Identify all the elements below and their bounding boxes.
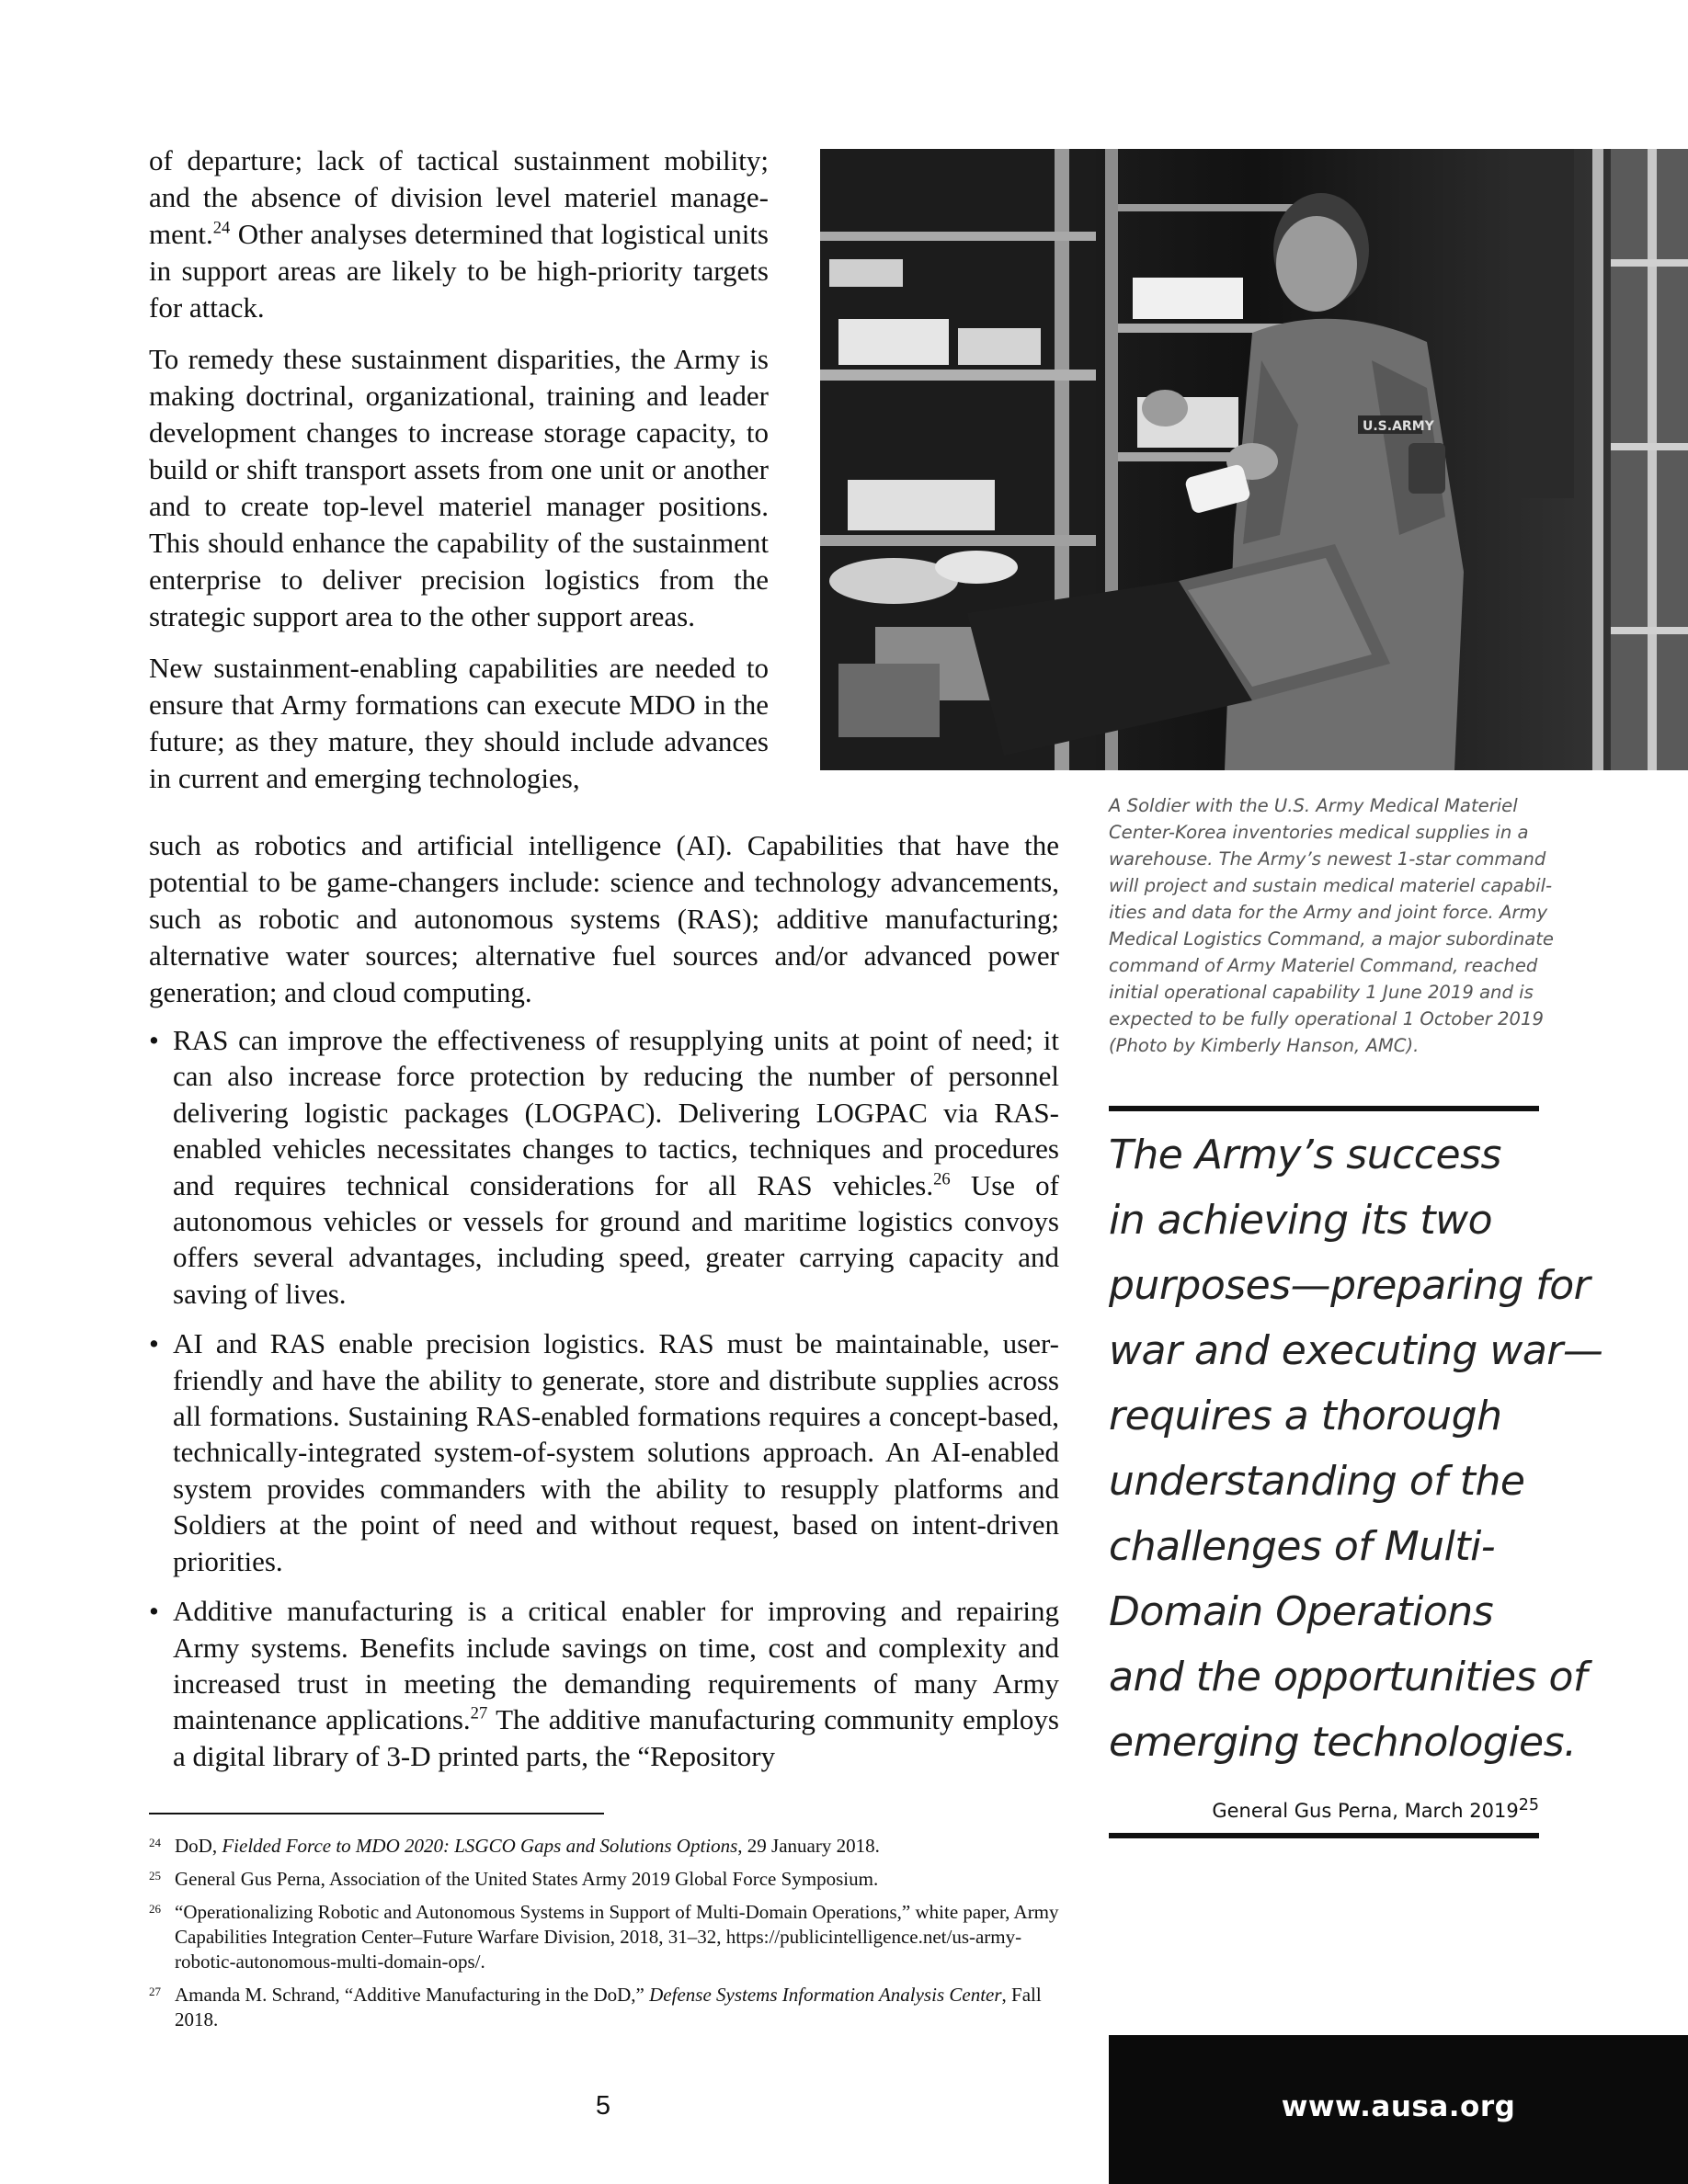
pullquote-attribution: General Gus Perna, March 2019$^{25}$ bbox=[1212, 1796, 1539, 1822]
pullquote-line: The Army’s success bbox=[1109, 1132, 1501, 1178]
body-paragraph-3-continued: such as robotics and artificial intelligence (AI). Capabilities that have the potential to be game-changers include: science and technology advancements, such as robotic and autonomous systems (RAS); additive manufacturing; alternative water sources; alternative fuel sources and/or advanced power generation; and cloud computing. bbox=[149, 829, 1059, 1008]
pullquote-line: requires a thorough bbox=[1109, 1393, 1502, 1439]
body-column-narrow bbox=[149, 142, 769, 812]
body-paragraph-2: To remedy these sustainment disparities, the Army is making doctrinal, organizational, training and leader development changes to increase storage capacity, to build or shift transport assets from one unit or another and to create top-level materiel manager positions. This should enhance the capability of the sustainment enterprise to deliver precision logistics from the strategic support area to the other support areas. bbox=[149, 343, 769, 632]
photo-caption: A Soldier with the U.S. Army Medical Materiel Center-Korea inventories medical supplies in a warehouse. The Army’s newest 1-star command will project and sustain medical materiel capabilities and data for the Army and joint force. Army Medical Logistics Command, a major subordinate command of Army Materiel Command, reached initial operational capability 1 June 2019 and is expected to be fully operational 1 October 2019 (Photo by Kimberly Hanson, AMC). bbox=[1109, 795, 1554, 1056]
photo-illustration bbox=[820, 149, 1688, 770]
pullquote-rule-top bbox=[1109, 1106, 1539, 1111]
footnote-number: 25 bbox=[149, 1869, 161, 1883]
pullquote-line: emerging technologies. bbox=[1109, 1719, 1577, 1766]
footnotes bbox=[149, 1834, 1068, 2041]
bullet-marker: • bbox=[149, 1595, 159, 1628]
pullquote bbox=[1109, 1122, 1603, 1775]
pullquote-line: Domain Operations bbox=[1109, 1588, 1494, 1635]
footnote-ref-25[interactable]: 25 bbox=[1518, 1796, 1539, 1814]
pullquote-line: purposes—preparing for bbox=[1109, 1262, 1591, 1309]
footer-bar bbox=[1109, 2035, 1688, 2184]
footnote-25: 25 General Gus Perna, Association of the United States Army 2019 Global Force Symposium. bbox=[149, 1867, 1068, 1892]
footnote-number: 27 bbox=[149, 1985, 161, 1998]
footnote-ref-26[interactable]: 26 bbox=[933, 1169, 951, 1189]
pullquote-line: in achieving its two bbox=[1109, 1197, 1493, 1244]
pullquote-line: understanding of the bbox=[1109, 1458, 1525, 1505]
bullet-item-additive-manufacturing: • Additive manufacturing is a critical enabler for improving and repairing Army systems. Benefits include savings on time, cost and complexity and increased trust in meeting the demanding requirements of many Army maintenance applications.$^{27}$ The additive manufacturing community employs a digital library of 3-D printed parts, the “Repository bbox=[149, 1595, 1060, 1772]
bullet-marker: • bbox=[149, 1327, 159, 1360]
footnote-24: 24 DoD, Fielded Force to MDO 2020: LSGCO Gaps and Solutions Options, 29 January 2018. bbox=[149, 1834, 1068, 1859]
pullquote-line: war and executing war— bbox=[1109, 1327, 1603, 1374]
footnote-number: 26 bbox=[149, 1902, 161, 1916]
footnote-divider bbox=[149, 1813, 604, 1814]
pullquote-line: challenges of Multi- bbox=[1109, 1523, 1496, 1570]
page-number: 5 bbox=[595, 2091, 611, 2121]
body-paragraph-1: of departure; lack of tactical sustainment mobility; and the absence of division level materiel management.$^{24}$ Other analyses determined that logistical units in support areas are likely to be high-priority targets for attack. bbox=[149, 144, 769, 324]
body-paragraph-3-start: New sustainment-enabling capabilities are needed to ensure that Army formations can execute MDO in the future; as they mature, they should include advances in current and emerging technologies, bbox=[149, 652, 769, 794]
pullquote-line: and the opportunities of bbox=[1109, 1654, 1587, 1701]
photo-soldier-warehouse bbox=[820, 149, 1688, 770]
pullquote-rule-bottom bbox=[1109, 1833, 1539, 1838]
bullet-list bbox=[149, 1022, 1059, 1788]
footnote-number: 24 bbox=[149, 1836, 161, 1849]
bullet-marker: • bbox=[149, 1024, 159, 1056]
website-link[interactable]: www.ausa.org bbox=[1281, 2090, 1516, 2123]
bullet-item-ai-ras: • AI and RAS enable precision logistics. RAS must be maintainable, user-friendly and have the ability to generate, store and distribute supplies across all formations. Sustaining RAS-enabled formations requires a concept-based, technically-integrated system-of-system solutions approach. An AI-enabled system provides commanders with the ability to resupply platforms and Soldiers at the point of need and without request, based on intent-driven priorities. bbox=[149, 1327, 1059, 1577]
footnote-ref-27[interactable]: 27 bbox=[470, 1703, 488, 1723]
body-column-wide bbox=[149, 827, 1059, 1011]
footnote-27: 27 Amanda M. Schrand, “Additive Manufacturing in the DoD,” Defense Systems Information Analysis Center, Fall 2018. bbox=[149, 1983, 1068, 2032]
uniform-name-tape: U.S.ARMY bbox=[1363, 419, 1434, 434]
footnote-ref-24[interactable]: 24 bbox=[212, 218, 231, 238]
bullet-item-ras: • RAS can improve the effectiveness of resupplying units at point of need; it can also increase force protection by reducing the number of personnel delivering logistic packages (LOGPAC). Delivering LOGPAC via RAS-enabled vehicles necessitates changes to tactics, techniques and procedures and requires technical considerations for all RAS vehicles.$^{26}$ Use of autonomous vehicles or vessels for ground and maritime logistics convoys offers several advantages, including speed, greater carrying capacity and saving of lives. bbox=[149, 1024, 1059, 1310]
footnote-26: 26 “Operationalizing Robotic and Autonomous Systems in Support of Multi-Domain Operations,” white paper, Army Capabilities Integration Center–Future Warfare Division, 2018, 31–32, https://publicintelligence.net/us-army-robotic-autonomous-multi-domain-ops/. bbox=[149, 1900, 1068, 1974]
